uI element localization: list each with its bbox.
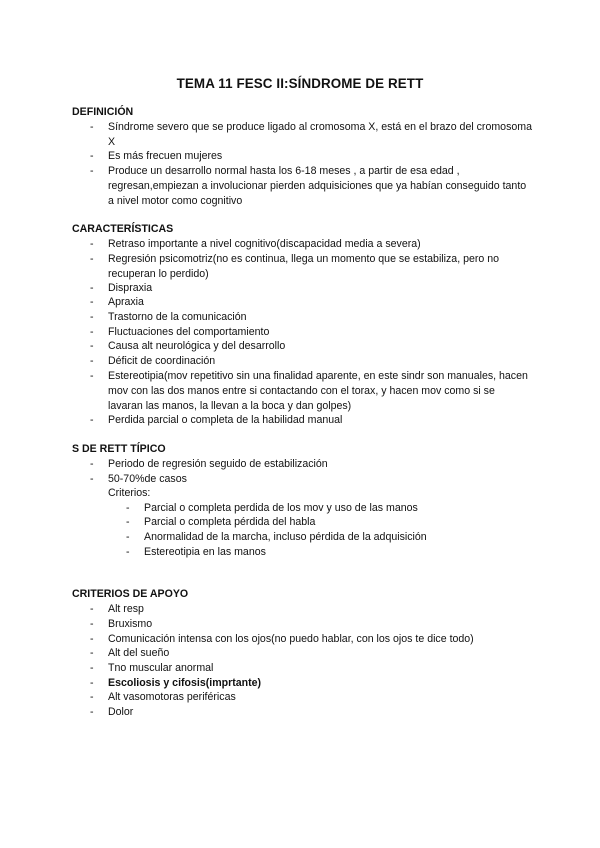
list-item: - Déficit de coordinación	[90, 355, 216, 367]
list-item: - Alt resp	[90, 603, 144, 615]
list-item: - Dolor	[90, 706, 134, 718]
list-item: - Fluctuaciones del comportamiento	[90, 326, 270, 338]
criterios-label: Criterios:	[108, 487, 151, 499]
caracteristicas-heading: CARACTERÍSTICAS	[72, 223, 174, 235]
page-title: TEMA 11 FESC II:SÍNDROME DE RETT	[176, 76, 424, 91]
rett-tipico-heading: S DE RETT TÍPICO	[72, 443, 166, 455]
list-item: - Bruxismo	[90, 618, 153, 630]
list-item: - Escoliosis y cifosis(imprtante)	[90, 677, 262, 689]
list-item: - Perdida parcial o completa de la habilidad manual	[90, 414, 343, 426]
list-item: - Periodo de regresión seguido de estabilización	[90, 458, 328, 470]
sub-list-item: - Estereotipia en las manos	[126, 546, 266, 558]
list-item: - Trastorno de la comunicación	[90, 311, 247, 323]
list-item: - Retraso importante a nivel cognitivo(discapacidad media a severa)	[90, 238, 421, 250]
list-item: - Alt vasomotoras periféricas	[90, 691, 236, 703]
list-item: - Es más frecuen mujeres	[90, 150, 223, 162]
list-item: - Síndrome severo que se produce ligado al cromosoma X, está en el brazo del cromosoma X	[90, 121, 532, 148]
list-item: - Apraxia	[90, 296, 144, 308]
list-item: - Comunicación intensa con los ojos(no puedo hablar, con los ojos te dice todo)	[90, 633, 474, 645]
list-item: - Regresión psicomotriz(no es continua, llega un momento que se estabiliza, pero no recuperan lo perdido)	[90, 253, 500, 280]
sub-list-item: - Anormalidad de la marcha, incluso pérdida de la adquisición	[126, 531, 427, 543]
sub-list-item: - Parcial o completa pérdida del habla	[126, 516, 316, 528]
list-item: - 50-70%de casos	[90, 473, 187, 485]
list-item: - Tno muscular anormal	[90, 662, 214, 674]
list-item: - Causa alt neurológica y del desarrollo	[90, 340, 286, 352]
list-item: - Estereotipia(mov repetitivo sin una finalidad aparente, en este sindr son manuales, hacen mov con las dos manos entre si contactando con el torax, y hacen mov como si se lavaran las manos, la llevan a la boca y dan golpes)	[90, 370, 528, 412]
list-item: - Produce un desarrollo normal hasta los 6-18 meses , a partir de esa edad , regresan,empiezan a involucionar pierden adquisiciones que ya habían conseguido tanto a nivel motor como cognitivo	[90, 165, 527, 207]
criterios-apoyo-heading: CRITERIOS DE APOYO	[72, 588, 189, 600]
list-item: - Dispraxia	[90, 282, 153, 294]
definicion-heading: DEFINICIÓN	[72, 106, 134, 118]
sub-list-item: - Parcial o completa perdida de los mov y uso de las manos	[126, 502, 418, 514]
list-item: - Alt del sueño	[90, 647, 170, 659]
